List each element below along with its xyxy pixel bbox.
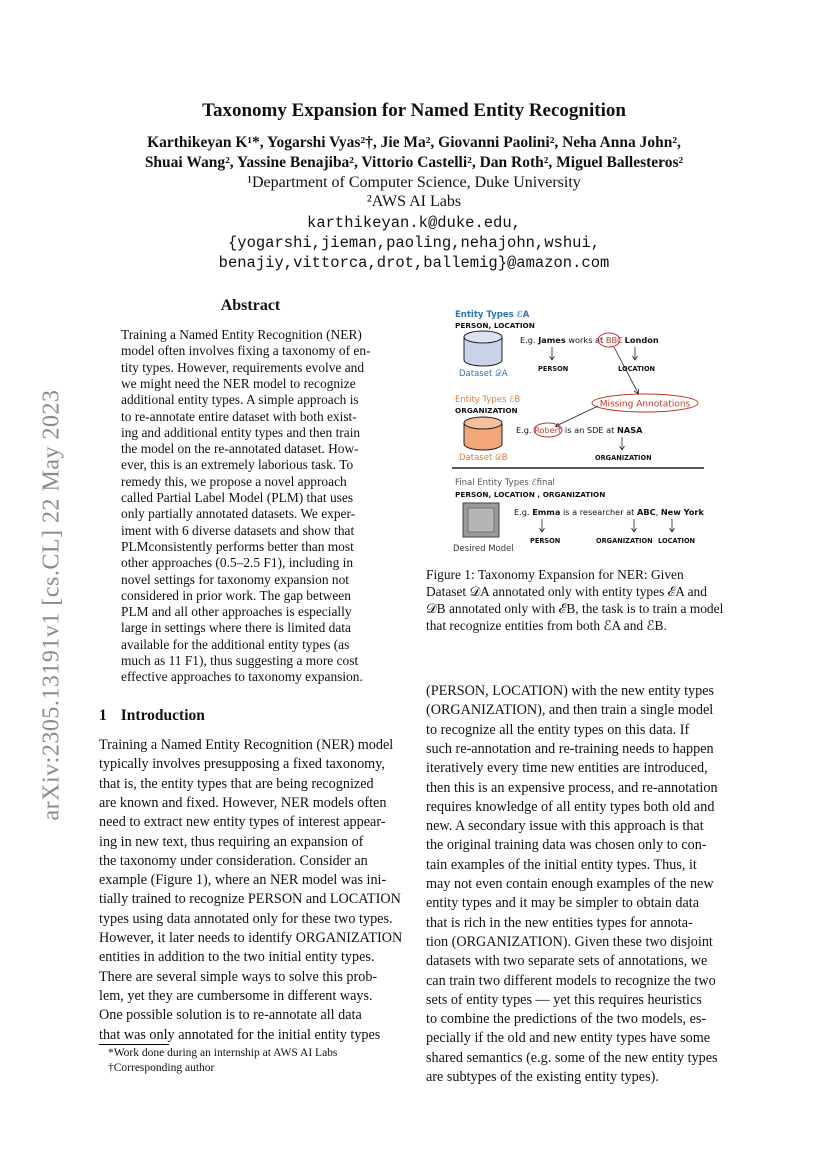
body-text-line: datasets with two separate sets of annotations, we — [426, 953, 708, 970]
email-line-3: benajiy,vittorca,drot,ballemig}@amazon.com — [218, 254, 610, 272]
abstract-line: the model on the re-annotated dataset. How- — [121, 441, 359, 457]
body-text-line: typically involves presupposing a fixed taxonomy, — [99, 756, 385, 773]
body-text-line: are subtypes of the existing entity types). — [426, 1069, 659, 1085]
abstract-line: PLMconsistently performs better than most — [121, 538, 354, 554]
dataset-b-cylinder-icon — [464, 417, 502, 450]
abstract-line: much as 11 F1), thus suggesting a more cost — [121, 653, 359, 668]
abstract-heading: Abstract — [220, 297, 281, 314]
paper-title: Taxonomy Expansion for Named Entity Recognition — [202, 100, 626, 121]
body-text-line: new. A secondary issue with this approach is that — [426, 818, 704, 835]
missing-annotations-label: Missing Annotations — [599, 399, 691, 410]
body-text-line: that is rich in the new entities types for annota- — [426, 914, 693, 931]
abstract-line: ever, this is an extremely laborious task. To — [121, 457, 354, 473]
abstract-line: novel settings for taxonomy expansion not — [121, 571, 349, 587]
body-text-line: entities in addition to the two initial entity types. — [99, 949, 375, 966]
abstract-line: model often involves fixing a taxonomy of en- — [121, 343, 371, 359]
dataset-a-label: Dataset 𝒟A — [459, 369, 508, 379]
abstract-line: remedy this, we propose a novel approach — [121, 473, 347, 489]
section-1-heading: 1 Introduction — [99, 707, 205, 724]
body-text-line: (ORGANIZATION), and then train a single model — [426, 702, 714, 719]
footnote-separator — [99, 1044, 169, 1045]
body-text-line: requires knowledge of all entity types both old and — [426, 798, 715, 815]
abstract-line: tity types. However, requirements evolve and — [121, 359, 365, 375]
label-location-final: LOCATION — [658, 537, 696, 545]
body-text-line: can train two different models to recognize the two — [426, 972, 716, 989]
authors-line-2: Shuai Wang², Yassine Benajiba², Vittorio Castelli², Dan Roth², Miguel Ballesteros² — [144, 154, 684, 171]
final-types-list: PERSON, LOCATION , ORGANIZATION — [455, 490, 606, 499]
caption-line: 𝒟B annotated only with ℰB, the task is to train a model — [426, 601, 724, 616]
body-text-line: However, it later needs to identify ORGANIZATION — [99, 930, 403, 946]
caption-line: Dataset 𝒟A annotated only with entity types ℰA and — [426, 584, 707, 599]
label-person-a: PERSON — [538, 365, 569, 373]
email-line-2: {yogarshi,jieman,paoling,nehajohn,wshui, — [227, 234, 601, 252]
abstract-line: available for the additional entity types (as — [121, 636, 350, 652]
label-organization-b: ORGANIZATION — [595, 454, 652, 462]
body-text-line: that was only annotated for the initial entity types — [99, 1026, 381, 1043]
dataset-a-cylinder-icon — [464, 331, 502, 366]
label-organization-final: ORGANIZATION — [596, 537, 653, 545]
desired-model-label: Desired Model — [453, 544, 514, 554]
body-text-line: Training a Named Entity Recognition (NER) model — [99, 737, 394, 753]
body-text-line: are known and fixed. However, NER models often — [99, 794, 387, 811]
abstract-line: we might need the NER model to recognize — [121, 375, 356, 391]
body-text-line: example (Figure 1), where an NER model was ini- — [99, 872, 387, 889]
body-text-line: (PERSON, LOCATION) with the new entity types — [426, 683, 715, 699]
abstract-line: iment with 6 diverse datasets and show that — [121, 522, 355, 538]
footnote: *Work done during an internship at AWS AI Labs — [108, 1047, 338, 1059]
body-text-line: need to extract new entity types of interest appear- — [99, 814, 386, 831]
desired-model-box-icon — [463, 503, 499, 537]
abstract-line: large in settings where there is limited data — [121, 620, 351, 636]
entity-types-a-label: Entity Types ℰA — [455, 310, 530, 320]
abstract-line: additional entity types. A simple approach is — [121, 392, 359, 408]
body-text-line: that is, the entity types that are being recognized — [99, 775, 374, 792]
body-text-line: such re-annotation and re-training needs to happen — [426, 740, 714, 757]
types-b-list: ORGANIZATION — [455, 406, 518, 415]
body-text-line: ing in new text, thus requiring an expansion of — [99, 833, 364, 850]
body-text-line: tion (ORGANIZATION). Given these two disjoint — [426, 933, 713, 950]
affiliation-duke: ¹Department of Computer Science, Duke University — [247, 174, 581, 191]
body-text-line: lem, yet they are cumbersome in different ways. — [99, 987, 373, 1004]
body-text-line: sets of entity types — yet this requires heuristics — [426, 991, 702, 1008]
abstract-line: considered in prior work. The gap between — [121, 587, 351, 603]
body-text-line: the original training data was chosen only to con- — [426, 837, 707, 854]
body-text-line: then this is an expensive process, and re-annotation — [426, 779, 718, 796]
body-text-line: to combine the predictions of the two models, es- — [426, 1011, 707, 1028]
caption-line: that recognize entities from both ℰA and ℰB. — [426, 618, 667, 633]
types-a-list: PERSON, LOCATION — [455, 321, 535, 330]
affiliation-aws: ²AWS AI Labs — [366, 193, 462, 210]
example-c-sentence: E.g. Emma is a researcher at ABC, New York — [514, 507, 704, 517]
body-text-line: types using data annotated only for these two types. — [99, 910, 393, 927]
label-person-final: PERSON — [530, 537, 561, 545]
abstract-line: effective approaches to taxonomy expansion. — [121, 669, 363, 685]
example-b-sentence: E.g. Robert is an SDE at NASA — [516, 425, 643, 435]
abstract-line: PLM and all other approaches is especially — [121, 604, 352, 620]
arxiv-identifier-stamp: arXiv:2305.13191v1 [cs.CL] 22 May 2023 — [38, 389, 65, 821]
abstract-line: Training a Named Entity Recognition (NER) — [121, 327, 362, 342]
label-location-a: LOCATION — [618, 365, 656, 373]
footnote: †Corresponding author — [108, 1062, 215, 1074]
body-text-line: the taxonomy under consideration. Consider an — [99, 852, 368, 869]
body-text-line: may not even contain enough examples of the new — [426, 876, 714, 892]
final-entity-types-label: Final Entity Types ℰfinal — [455, 478, 555, 488]
figure-1-taxonomy-diagram — [452, 305, 706, 555]
body-text-line: shared semantics (e.g. some of the new entity types — [426, 1049, 718, 1066]
body-text-line: There are several simple ways to solve this prob- — [99, 968, 378, 985]
abstract-line: called Partial Label Model (PLM) that uses — [121, 490, 354, 505]
body-text-line: pecially if the old and new entity types have some — [426, 1030, 711, 1047]
entity-types-b-label: Entity Types ℰB — [455, 395, 521, 405]
abstract-line: ing and additional entity types and then train — [121, 424, 361, 440]
body-text-line: One possible solution is to re-annotate all data — [99, 1007, 362, 1024]
body-text-line: tially trained to recognize PERSON and LOCATION — [99, 891, 401, 908]
body-text-line: tain examples of the initial entity types. Thus, it — [426, 856, 697, 873]
abstract-line: to re-annotate entire dataset with both exist- — [121, 408, 357, 424]
body-text-line: iteratively every time new entities are introduced, — [426, 760, 708, 777]
authors-line-1: Karthikeyan K¹*, Yogarshi Vyas²†, Jie Ma², Giovanni Paolini², Neha Anna John², — [147, 134, 681, 151]
caption-line: Figure 1: Taxonomy Expansion for NER: Given — [426, 567, 684, 582]
body-text-line: entity types and it may be simpler to obtain data — [426, 895, 700, 912]
email-line-1: karthikeyan.k@duke.edu, — [307, 214, 521, 232]
abstract-line: other approaches (0.5–2.5 F1), including in — [121, 555, 354, 571]
dataset-b-label: Dataset 𝒟B — [459, 453, 508, 463]
example-a-sentence: E.g. James works at BBC London — [520, 335, 659, 345]
body-text-line: to recognize all the entity types on this data. If — [426, 721, 690, 738]
abstract-line: only partially annotated datasets. We exper- — [121, 506, 356, 522]
